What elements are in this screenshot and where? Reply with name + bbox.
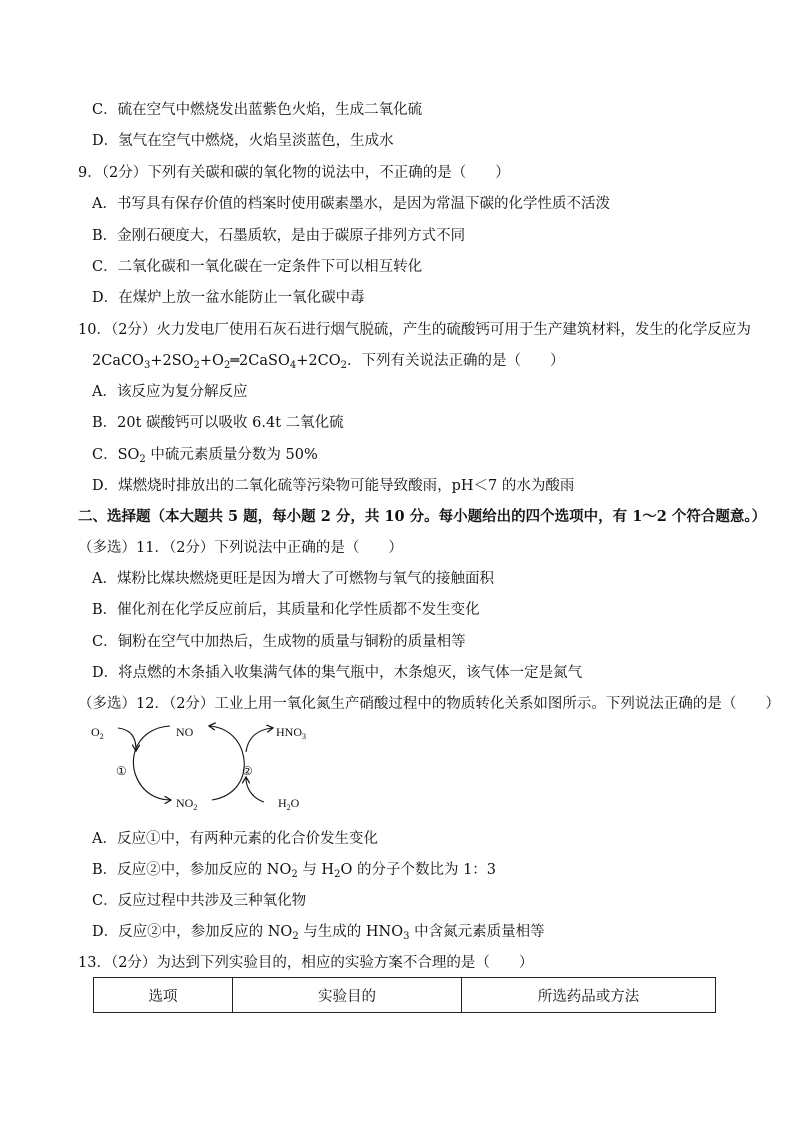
q10-option-a: A．该反应为复分解反应: [92, 384, 248, 400]
q10-option-b: B．20t 碳酸钙可以吸收 6.4t 二氧化硫: [92, 415, 344, 431]
label-step-1: ①: [116, 764, 127, 778]
q12-option-a: A．反应①中，有两种元素的化合价发生变化: [92, 831, 378, 847]
q11-option-a: A．煤粉比煤块燃烧更旺是因为增大了可燃物与氧气的接触面积: [92, 571, 494, 587]
q9-stem: 9．（2分）下列有关碳和碳的氧化物的说法中，不正确的是（ ）: [78, 165, 510, 181]
label-step-2: ②: [242, 764, 253, 778]
label-no: NO: [176, 725, 194, 739]
q11-option-c: C．铜粉在空气中加热后，生成物的质量与铜粉的质量相等: [92, 634, 466, 650]
table-header-purpose: 实验目的: [233, 978, 462, 1013]
table-header-row: [94, 978, 716, 1013]
label-hno3: $HNO_3$: [276, 725, 306, 741]
conversion-diagram: [88, 716, 328, 816]
q9-option-b: B．金刚石硬度大，石墨质软，是由于碳原子排列方式不同: [92, 228, 466, 244]
o2-arrow: [118, 728, 136, 750]
q10-equation: $2CaCO_3+2SO_2+O_2═2CaSO_4+2CO_2$．下列有关说法正确的是（ ）: [92, 353, 565, 371]
q11-stem: （多选）11．（2分）下列说法中正确的是（ ）: [78, 540, 403, 556]
q9-option-a: A．书写具有保存价值的档案时使用碳素墨水，是因为常温下碳的化学性质不活泼: [92, 196, 610, 212]
q12-option-b: B．反应②中，参加反应的 $NO_2$ 与 $H_2O$ 的分子个数比为 1：3: [92, 862, 497, 880]
q10-stem: 10．（2分）火力发电厂使用石灰石进行烟气脱硫，产生的硫酸钙可用于生产建筑材料，发生的化学反应为: [78, 322, 751, 338]
q12-option-c: C．反应过程中共涉及三种氧化物: [92, 893, 307, 909]
cycle-arrow-1: [133, 726, 170, 800]
table-header-option: 选项: [94, 978, 233, 1013]
q11-option-d: D．将点燃的木条插入收集满气体的集气瓶中，木条熄灭，该气体一定是氮气: [92, 665, 583, 681]
q8-option-c: C．硫在空气中燃烧发出蓝紫色火焰，生成二氧化硫: [92, 102, 423, 118]
experiment-table: [93, 977, 716, 1013]
cycle-arrow-2: [210, 726, 244, 800]
h2o-arrow: [246, 778, 264, 802]
label-no2: $NO_2$: [176, 796, 198, 812]
q8-option-d: D．氢气在空气中燃烧，火焰呈淡蓝色，生成水: [92, 133, 394, 149]
table-header-method: 所选药品或方法: [462, 978, 716, 1013]
label-h2o: $H_2O$: [278, 796, 300, 812]
q13-stem: 13．（2分）为达到下列实验目的，相应的实验方案不合理的是（ ）: [78, 955, 534, 971]
q9-option-d: D．在煤炉上放一盆水能防止一氧化碳中毒: [92, 290, 365, 306]
q9-option-c: C．二氧化碳和一氧化碳在一定条件下可以相互转化: [92, 259, 423, 275]
q11-option-b: B．催化剂在化学反应前后，其质量和化学性质都不发生变化: [92, 602, 480, 618]
q10-option-d: D．煤燃烧时排放出的二氧化硫等污染物可能导致酸雨，pH＜7 的水为酸雨: [92, 478, 575, 494]
label-o2: $O_2$: [91, 725, 104, 741]
q12-stem: （多选）12．（2分）工业上用一氧化氮生产硝酸过程中的物质转化关系如图所示。下列说法正确的是（ ）: [78, 696, 780, 712]
hno3-arrow: [246, 728, 272, 752]
q10-option-c: C．$SO_2$ 中硫元素质量分数为 50%: [92, 447, 318, 465]
q12-option-d: D．反应②中，参加反应的 $NO_2$ 与生成的 $HNO_3$ 中含氮元素质量相等: [92, 924, 545, 942]
section-2-heading: 二、选择题（本大题共 5 题，每小题 2 分，共 10 分。每小题给出的四个选项中，有 1～2 个符合题意。）: [78, 508, 767, 525]
